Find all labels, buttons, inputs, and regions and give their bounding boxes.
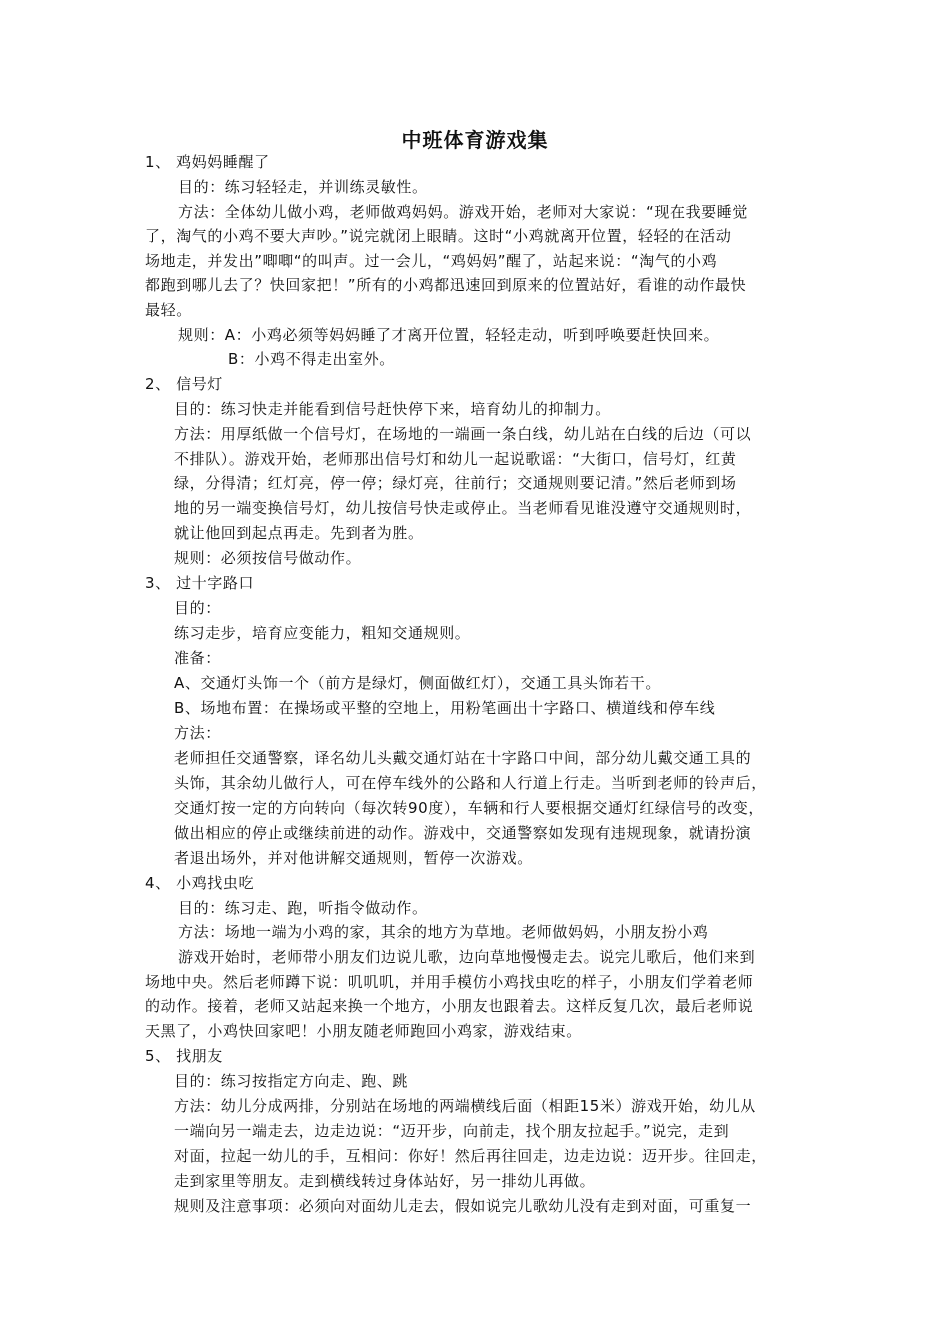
section-4-heading: 4、 小鸡找虫吃 [145,874,255,892]
section-1-method-line: 方法：全体幼儿做小鸡，老师做鸡妈妈。游戏开始，老师对大家说：“现在我要睡觉 [178,203,748,221]
section-1-rule-b: B：小鸡不得走出室外。 [228,350,395,368]
section-2-method-line: 不排队）。游戏开始，老师那出信号灯和幼儿一起说歌谣：“大街口，信号灯，红黄 [174,450,737,468]
section-4-method-line: 天黑了，小鸡快回家吧！小朋友随老师跑回小鸡家，游戏结束。 [145,1022,582,1040]
section-1-method-line: 都跑到哪儿去了？快回家把！”所有的小鸡都迅速回到原来的位置站好，看谁的动作最快 [145,276,747,294]
section-5-method-line: 方法：幼儿分成两排，分别站在场地的两端横线后面（相距15米）游戏开始，幼儿从 [174,1097,756,1115]
section-4-method-line: 的动作。接着，老师又站起来换一个地方，小朋友也跟着去。这样反复几次，最后老师说 [145,997,754,1015]
section-2-rule: 规则：必须按信号做动作。 [174,549,362,567]
section-2-method-line: 方法：用厚纸做一个信号灯，在场地的一端画一条白线，幼儿站在白线的后边（可以 [174,425,752,443]
section-5-rule: 规则及注意事项：必须向对面幼儿走去，假如说完儿歌幼儿没有走到对面，可重复一 [174,1197,752,1215]
section-2-method-line: 绿，分得清；红灯亮，停一停；绿灯亮，往前行；交通规则要记清。”然后老师到场 [174,474,737,492]
section-3-method-line: 做出相应的停止或继续前进的动作。游戏中，交通警察如发现有违规现象，就请扮演 [174,824,752,842]
section-3-method-line: 交通灯按一定的方向转向（每次转90度），车辆和行人要根据交通灯红绿信号的改变， [174,799,764,817]
section-5-heading: 5、 找朋友 [145,1047,223,1065]
section-1-method-line: 场地走，并发出”唧唧“的叫声。过一会儿，“鸡妈妈”醒了，站起来说：“淘气的小鸡 [145,252,718,270]
section-3-prep-a: A、交通灯头饰一个（前方是绿灯，侧面做红灯），交通工具头饰若干。 [174,674,661,692]
section-3-method-line: 头饰，其余幼儿做行人，可在停车线外的公路和人行道上行走。当听到老师的铃声后， [174,774,767,792]
section-4-method-line: 游戏开始时，老师带小朋友们边说儿歌，边向草地慢慢走去。说完儿歌后，他们来到 [178,948,756,966]
section-1-method-line: 了，淘气的小鸡不要大声吵。”说完就闭上眼睛。这时“小鸡就离开位置，轻轻的在活动 [145,227,732,245]
section-3-goal: 练习走步，培育应变能力，粗知交通规则。 [174,624,471,642]
page-title: 中班体育游戏集 [401,128,549,152]
section-4-goal: 目的：练习走、跑，听指令做动作。 [178,899,428,917]
section-3-method-line: 老师担任交通警察，译名幼儿头戴交通灯站在十字路口中间，部分幼儿戴交通工具的 [174,749,752,767]
section-2-goal: 目的：练习快走并能看到信号赶快停下来，培育幼儿的抑制力。 [174,400,611,418]
section-5-method-line: 走到家里等朋友。走到横线转过身体站好，另一排幼儿再做。 [174,1172,596,1190]
section-5-goal: 目的：练习按指定方向走、跑、跳 [174,1072,409,1090]
section-3-method-label: 方法： [174,724,221,742]
section-1-method-line: 最轻。 [145,301,192,319]
section-2-heading: 2、 信号灯 [145,375,223,393]
section-3-goal-label: 目的： [174,599,221,617]
section-4-method-line: 场地中央。然后老师蹲下说：叽叽叽，并用手模仿小鸡找虫吃的样子，小朋友们学着老师 [145,973,754,991]
section-3-heading: 3、 过十字路口 [145,574,255,592]
section-3-prep-label: 准备： [174,649,221,667]
section-3-prep-b: B、场地布置：在操场或平整的空地上，用粉笔画出十字路口、横道线和停车线 [174,699,716,717]
section-2-method-line: 就让他回到起点再走。先到者为胜。 [174,524,424,542]
section-1-goal: 目的：练习轻轻走，并训练灵敏性。 [178,178,428,196]
section-4-method-line: 方法：场地一端为小鸡的家，其余的地方为草地。老师做妈妈，小朋友扮小鸡 [178,923,709,941]
section-5-method-line: 一端向另一端走去，边走边说：“迈开步，向前走，找个朋友拉起手。”说完，走到 [174,1122,730,1140]
section-1-rule-a: 规则：A：小鸡必须等妈妈睡了才离开位置，轻轻走动，听到呼唤要赶快回来。 [178,326,720,344]
section-1-heading: 1、 鸡妈妈睡醒了 [145,153,270,171]
section-3-method-line: 者退出场外，并对他讲解交通规则，暂停一次游戏。 [174,849,533,867]
section-5-method-line: 对面，拉起一幼儿的手，互相问：你好！然后再往回走，边走边说：迈开步。往回走， [174,1147,767,1165]
section-2-method-line: 地的另一端变换信号灯，幼儿按信号快走或停止。当老师看见谁没遵守交通规则时， [174,499,752,517]
